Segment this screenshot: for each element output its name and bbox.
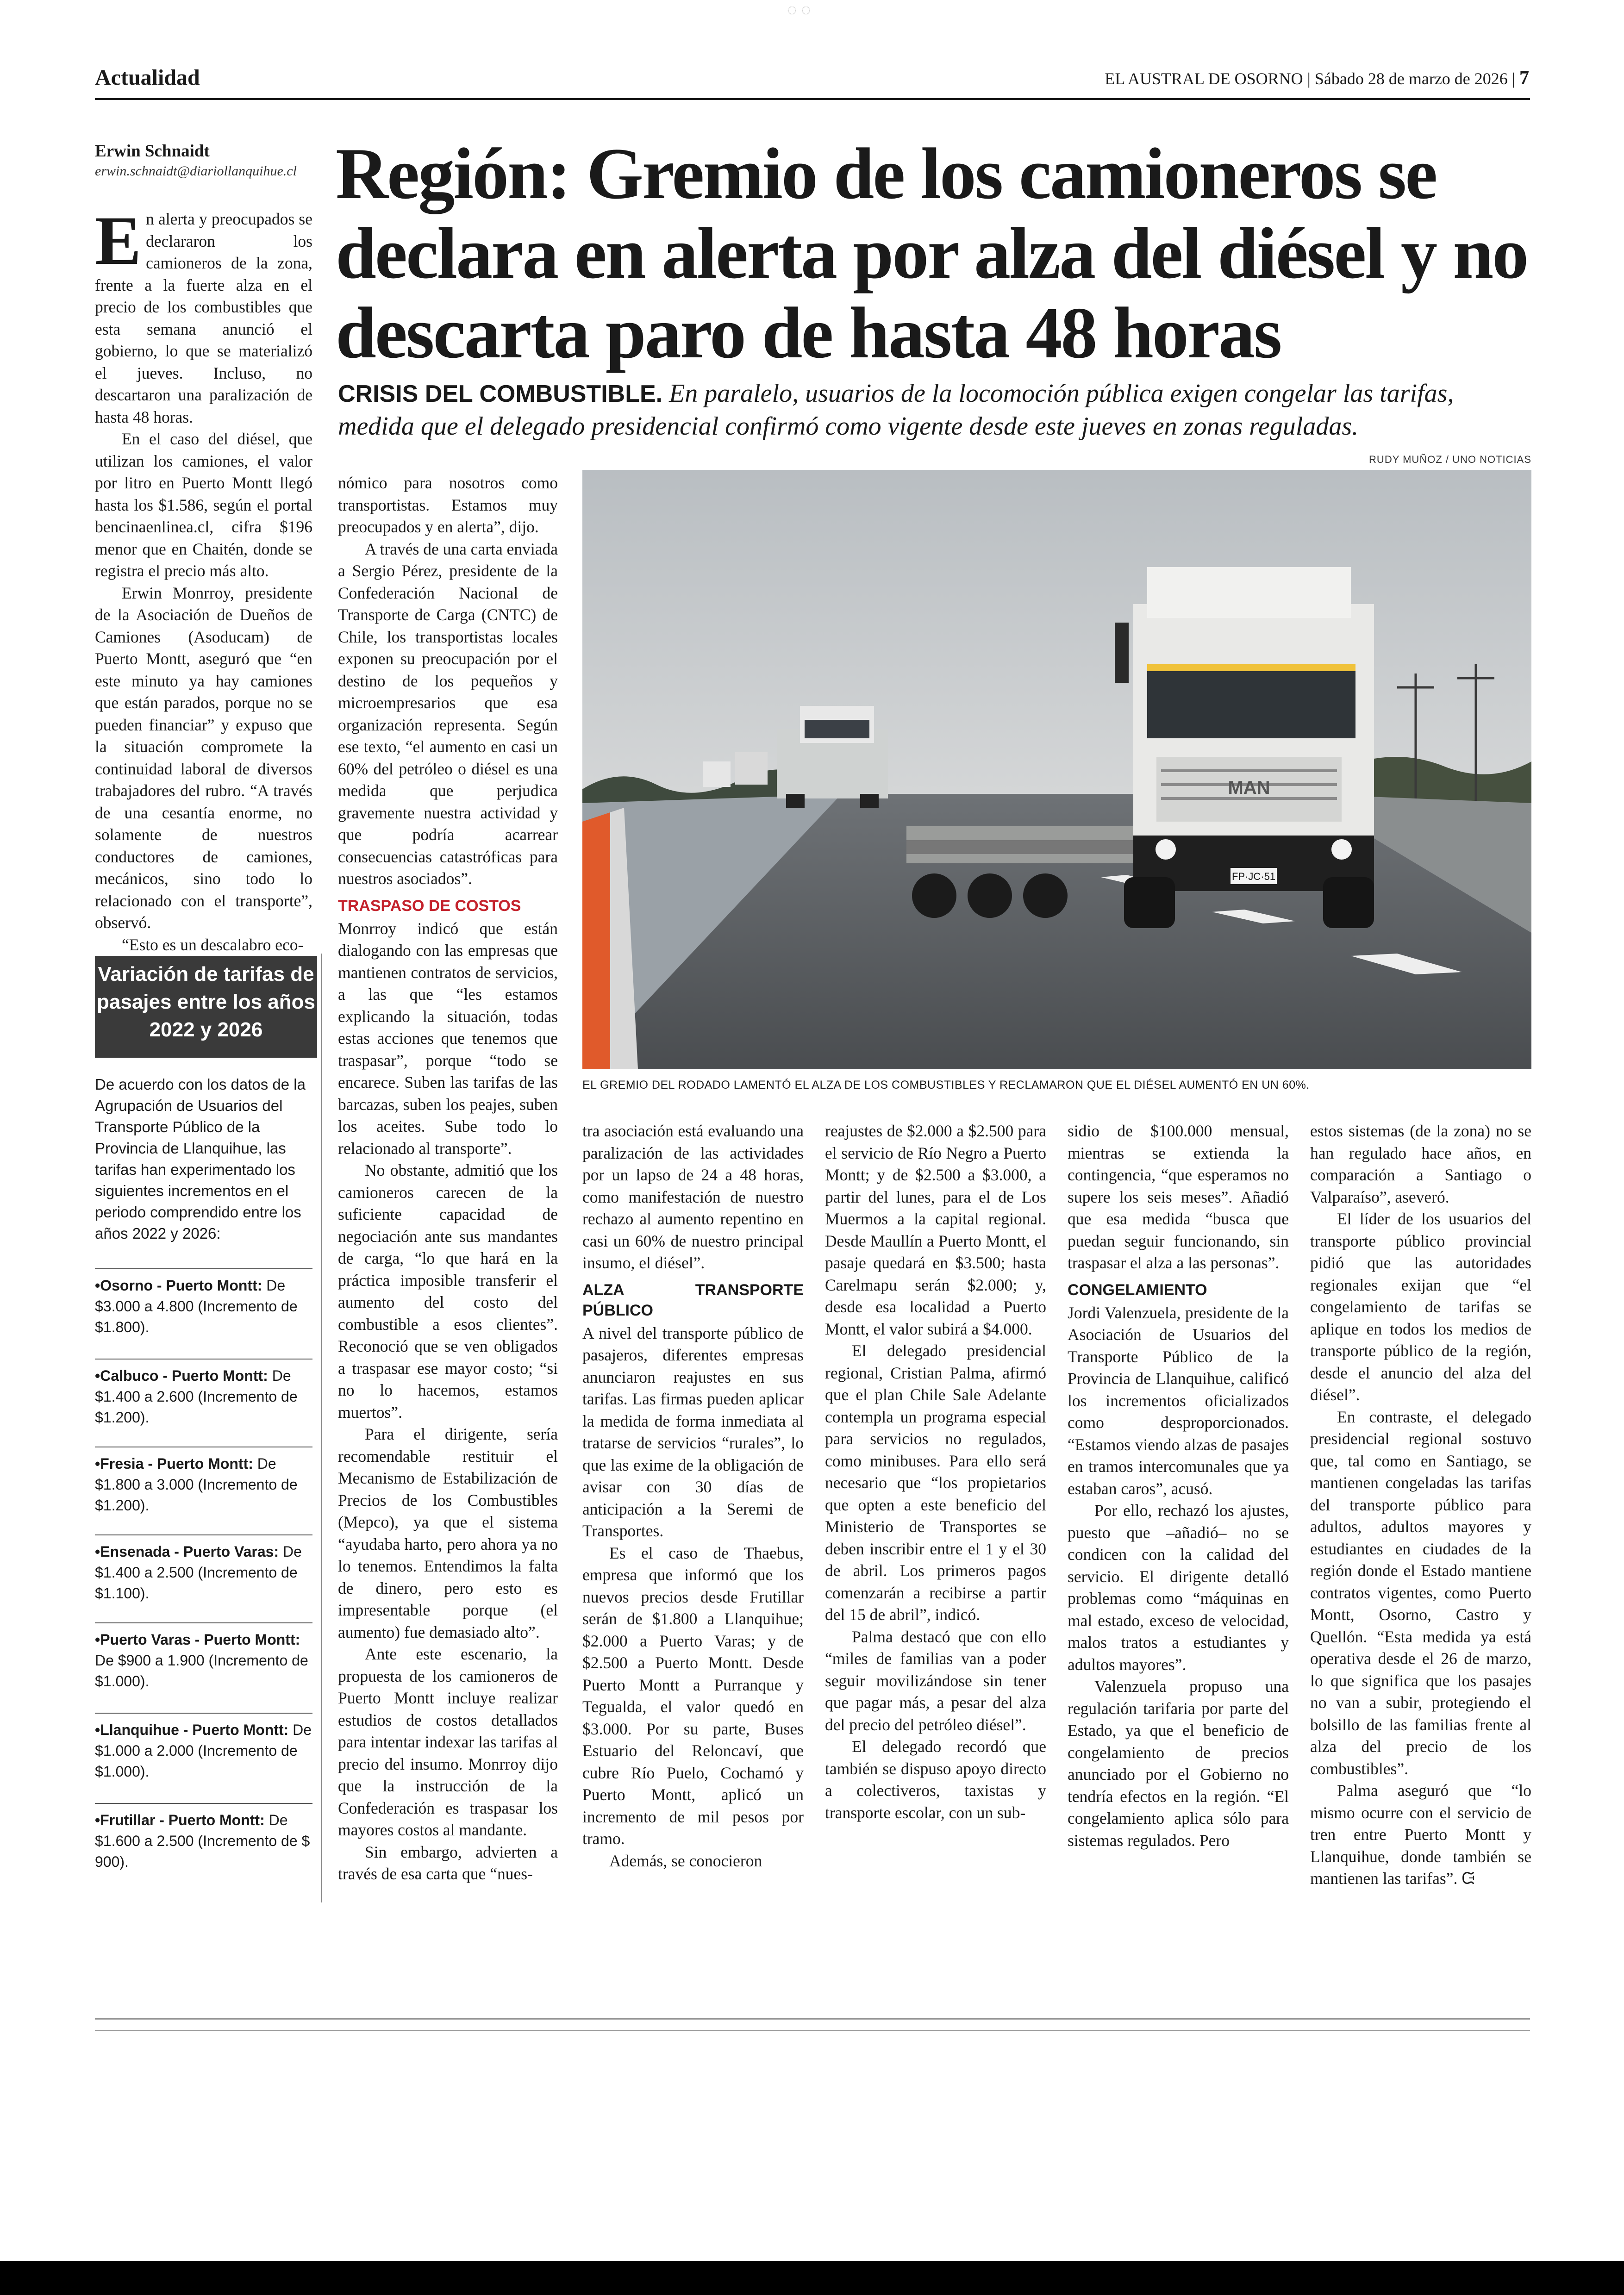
page-number: 7 — [1519, 68, 1529, 89]
col4-paragraph: El delegado presidencial regional, Cristian Palma, afirmó que el plan Chile Sale Adelante contempla un programa especial para servicios no regulados, como minibuses. Para ello será necesario que “los propietarios que opten a este beneficio del Ministerio de Transportes se deben inscribir entre el 1 y el 30 de abril. Los primeros pagos comenzarán a recibirse a partir del 15 de abril”, indicó. — [825, 1341, 1046, 1624]
article-column-1 — [95, 202, 312, 956]
col3-paragraph: A nivel del transporte público de pasajeros, diferentes empresas anunciaron reajustes en sus tarifas. Las firmas pueden aplicar la medida de forma inmediata al tratarse de servicios “rurales”, lo que las exime de la obligación de avisar con 30 días de anticipación a la Seremi de Transportes. — [582, 1323, 804, 1540]
fare-route: •Calbuco - Puerto Montt: — [95, 1367, 268, 1384]
footer-rule — [95, 2030, 1530, 2031]
fare-detail: De $1.000 a 2.000 (Incremento de $1.000). — [95, 1721, 312, 1780]
fare-item — [95, 1810, 312, 1872]
col1-paragraph: “Esto es un descalabro eco- — [122, 935, 304, 954]
author-email[interactable]: erwin.schnaidt@diariollanquihue.cl — [95, 163, 297, 179]
fare-divider — [95, 1534, 312, 1535]
col3-paragraph: Además, se conocieron — [609, 1851, 762, 1870]
section-label: Actualidad — [95, 65, 200, 90]
author-name: Erwin Schnaidt — [95, 142, 210, 161]
fare-divider — [95, 1803, 312, 1804]
fare-divider — [95, 1268, 312, 1269]
sidebar-intro: De acuerdo con los datos de la Agrupación de Usuarios del Transporte Público de la Provincia de Llanquihue, las tarifas han experimentado los siguientes incrementos en el periodo comprendido entre los años 2022 y 2026: — [95, 1076, 306, 1242]
col4-paragraph: Palma destacó que con ello “miles de familias van a poder seguir movilizándose sin tener que pagar más, a pesar del alza del precio del petróleo diésel”. — [825, 1627, 1046, 1734]
col5-paragraph: Por ello, rechazó los ajustes, puesto que –añadió– no se condicen con la calidad del servicio. El dirigente detalló problemas como “máquinas en mal estado, exceso de velocidad, malos tratos a estudiantes y adultos mayores”. — [1068, 1501, 1289, 1674]
deck-kicker: CRISIS DEL COMBUSTIBLE. — [338, 380, 663, 407]
col5-paragraph: Jordi Valenzuela, presidente de la Asociación de Usuarios del Transporte Público de la Provincia de Llanquihue, calificó los incrementos oficializados como desproporcionados. “Estamos viendo alzas de pasajes en tramos intercomunales que ya estaban caros”, acusó. — [1068, 1303, 1289, 1498]
col2-paragraph: Para el dirigente, sería recomendable restituir el Mecanismo de Estabilización de Precios de los Combustibles (Mepco), ya que el sistema “ayudaba harto, pero ahora ya no lo tenemos. Entendimos la falta de dinero, pero esto es impresentable porque (el aumento) fue demasiado alto”. — [338, 1425, 558, 1641]
col2-paragraph: nómico para nosotros como transportistas. Estamos muy preocupados y en alerta”, dijo. — [338, 474, 558, 536]
photo-caption: EL GREMIO DEL RODADO LAMENTÓ EL ALZA DE LOS COMBUSTIBLES Y RECLAMARON QUE EL DIÉSEL AUMENTÓ EN UN 60%. — [582, 1079, 1310, 1091]
col6-paragraph: El líder de los usuarios del transporte público provincial pidió que las autoridades regionales exijan que “el congelamiento de tarifas se aplique en todos los medios de transporte público de la región, desde el anuncio del alza del diésel”. — [1310, 1210, 1531, 1404]
fare-route: •Fresia - Puerto Montt: — [95, 1455, 253, 1472]
col4-paragraph: El delegado recordó que también se dispuso apoyo directo a colectiveros, taxistas y transporte escolar, con un sub- — [825, 1737, 1046, 1822]
subhead-alza-transporte: ALZA TRANSPORTE PÚBLICO — [582, 1281, 804, 1319]
fare-item — [95, 1453, 312, 1516]
fare-route: •Osorno - Puerto Montt: — [95, 1277, 262, 1294]
col3-paragraph: tra asociación está evaluando una paralización de las actividades por un lapso de 24 a 48 horas, como manifestación de nuestro rechazo al aumento repentino en casi un 60% de nuestro principal insumo, el diésel”. — [582, 1122, 804, 1272]
fare-detail: De $1.600 a 2.500 (Incremento de $ 900). — [95, 1812, 310, 1870]
col2-paragraph: Monrroy indicó que están dialogando con las empresas que mantienen contratos de servicios, a las que “les estamos explicando la situación, todas estas acciones que tenemos que traspasar”, porque “todo se encarece. Suben las tarifas de las barcazas, suben los peajes, suben los aceites. Sube todo lo relacionado al transporte”. — [338, 919, 558, 1158]
fare-detail: De $1.800 a 3.000 (Incremento de $1.200). — [95, 1455, 298, 1514]
page-indicator-dots: ◌ ◌ — [787, 0, 811, 19]
article-column-6 — [1310, 1120, 1531, 1890]
fare-item — [95, 1275, 312, 1338]
col2-paragraph: Ante este escenario, la propuesta de los camioneros de Puerto Montt incluye realizar estudios de costos detallados para intentar indexar las tarifas al precio del insumo. Monrroy dijo que la instrucción de la Confederación es traspasar los mayores costos al mandante. — [338, 1645, 558, 1839]
fare-item — [95, 1720, 312, 1782]
col2-paragraph: A través de una carta enviada a Sergio Pérez, presidente de la Confederación Nacional de Transporte de Carga (CNTC) de Chile, los transportistas locales exponen su preocupación por el destino de los pequeños y microempresarios que esa organización representa. Según ese texto, “el aumento en casi un 60% del petróleo o diésel es una medida que perjudica gravemente nuestra actividad y que podría acarrear consecuencias catastróficas para nuestros asociados”. — [338, 539, 558, 888]
article-column-3 — [582, 1120, 804, 1872]
subhead-congelamiento: CONGELAMIENTO — [1068, 1281, 1207, 1299]
photo-credit: RUDY MUÑOZ / UNO NOTICIAS — [1369, 454, 1531, 465]
news-photo — [582, 470, 1531, 1069]
article-column-2 — [338, 472, 558, 1885]
col6-final-text: Palma aseguró que “lo mismo ocurre con el servicio de tren entre Puerto Montt y Llanquihue, donde también se mantienen las tarifas”. — [1310, 1781, 1531, 1888]
fare-item — [95, 1541, 312, 1604]
col1-paragraph: En el caso del diésel, que utilizan los camiones, el valor por litro en Puerto Montt llegó hasta los $1.586, según el portal bencinaenlinea.cl, cifra $196 menor que en Chaitén, donde se registra el precio más alto. — [95, 430, 312, 580]
truck-brand-logo: MAN — [1228, 778, 1270, 798]
license-plate: FP·JC·51 — [1231, 871, 1276, 882]
fare-route: •Puerto Varas - Puerto Montt: — [95, 1631, 300, 1648]
fare-detail: De $1.400 a 2.500 (Incremento de $1.100). — [95, 1543, 302, 1602]
headline: Región: Gremio de los camioneros se declara en alerta por alza del diésel y no descarta paro de hasta 48 horas — [336, 133, 1528, 374]
publication-name: EL AUSTRAL DE OSORNO — [1105, 69, 1303, 88]
masthead: EL AUSTRAL DE OSORNO | Sábado 28 de marzo de 2026 | 7 — [1105, 68, 1529, 89]
col2-paragraph: No obstante, admitió que los camioneros carecen de la suficiente capacidad de negociación ante sus mandantes de carga, “lo que hará en la práctica imposible transferir el aumento del costo del combustible a esos clientes”. Reconoció que se ven obligados a traspasar ese mayor costo; “si no lo hacemos, estamos muertos”. — [338, 1161, 558, 1422]
fare-detail: De $1.400 a 2.600 (Incremento de $1.200). — [95, 1367, 298, 1426]
col6-paragraph — [1310, 1780, 1531, 1890]
col6-paragraph: estos sistemas (de la zona) no se han regulado hace años, en comparación a Santiago o Valparaíso”, aseveró. — [1310, 1122, 1531, 1206]
col4-paragraph: reajustes de $2.000 a $2.500 para el servicio de Río Negro a Puerto Montt; y de $2.500 a $3.000, a partir del lunes, para el de Los Muermos a la capital regional. Desde Maullín a Puerto Montt, el pasaje quedará en $3.500; hasta Carelmapu serán $2.000; y, desde esa localidad a Puerto Montt, el valor subirá a $4.000. — [825, 1122, 1046, 1338]
sidebar-rule — [321, 954, 322, 1902]
article-column-4 — [825, 1120, 1046, 1824]
fare-divider — [95, 1713, 312, 1714]
deck-text: En paralelo, usuarios de la locomoción pública exigen congelar las tarifas, medida que el delegado presidencial confirmó como vigente desde este jueves en zonas reguladas. — [338, 379, 1454, 441]
truck-on-highway-illustration — [582, 470, 1531, 1069]
fare-detail: De $3.000 a 4.800 (Incremento de $1.800). — [95, 1277, 298, 1335]
col6-paragraph: En contraste, el delegado presidencial regional sostuvo que, tal como en Santiago, se mantienen congeladas las tarifas del transporte público para adultos, adultos mayores y estudiantes en ciudades de la región donde el Estado mantiene contratos vigentes, como Puerto Montt, Osorno, Castro y Quellón. “Esta medida ya está operativa desde el 26 de marzo, lo que significa que los pasajes no van a subir, protegiendo el bolsillo de las familias frente al alza del precio de los combustibles”. — [1310, 1407, 1531, 1778]
fare-detail: De $900 a 1.900 (Incremento de $1.000). — [95, 1652, 308, 1690]
fare-item — [95, 1366, 312, 1428]
fare-divider — [95, 1359, 312, 1360]
drop-cap: E — [95, 202, 142, 279]
col2-paragraph: Sin embargo, advierten a través de esa carta que “nues- — [338, 1842, 558, 1883]
col1-paragraph: Erwin Monrroy, presidente de la Asociación de Dueños de Camiones (Asoducam) de Puerto Montt, aseguró que “en este minuto ya hay camiones que están parados, porque no se pueden financiar” y expuso que la situación compromete la continuidad laboral de diversos trabajadores del rubro. “A través de una cesantía enorme, no solamente de nuestros conductores de camiones, mecánicos, sino todo lo relacionado con el transporte”, observó. — [95, 583, 312, 932]
fare-route: •Llanquihue - Puerto Montt: — [95, 1721, 289, 1738]
end-mark-icon: ᙍ — [1462, 1869, 1475, 1888]
col5-paragraph: Valenzuela propuso una regulación tarifaria por parte del Estado, ya que el beneficio de congelamiento de precios anunciado por el Gobierno no tendría efectos en la región. “El congelamiento aplica sólo para sistemas regulados. Pero — [1068, 1677, 1289, 1850]
col5-paragraph: sidio de $100.000 mensual, mientras se extienda la contingencia, “que esperamos no supere los seis meses”. Añadió que esa medida “busca que puedan seguir funcionando, sin traspasar el alza a las personas”. — [1068, 1122, 1289, 1272]
article-column-5 — [1068, 1120, 1289, 1852]
col3-paragraph: Es el caso de Thaebus, empresa que informó que los nuevos precios desde Frutillar serán de $1.800 a Llanquihue; $2.000 a Puerto Varas; y de $2.500 a Puerto Montt. Desde Puerto Montt a Purranque y Tegualda, el valor quedó en $3.000. Por su parte, Buses Estuario del Reloncaví, que cubre Río Puelo, Cochamó y Puerto Montt, aplicó un incremento de mil pesos por tramo. — [582, 1543, 804, 1848]
fare-item — [95, 1629, 312, 1692]
fare-divider — [95, 1622, 312, 1623]
col1-paragraph: n alerta y preocupados se declararon los camioneros de la zona, frente a la fuerte alza en el precio de los combustibles que esta semana anunció el gobierno, lo que se materializó el jueves. Incluso, no descartaron una paralización de hasta 48 horas. — [95, 210, 312, 426]
screen-bottom-bar — [0, 2261, 1624, 2295]
footer-rule — [95, 2018, 1530, 2020]
sidebar-title: Variación de tarifas de pasajes entre los años 2022 y 2026 — [95, 956, 317, 1058]
issue-date: Sábado 28 de marzo de 2026 — [1314, 69, 1508, 88]
subhead-traspaso: TRASPASO DE COSTOS — [338, 897, 521, 915]
header-rule — [95, 98, 1530, 100]
fare-route: •Ensenada - Puerto Varas: — [95, 1543, 279, 1560]
deck — [338, 377, 1532, 443]
fare-route: •Frutillar - Puerto Montt: — [95, 1812, 265, 1828]
